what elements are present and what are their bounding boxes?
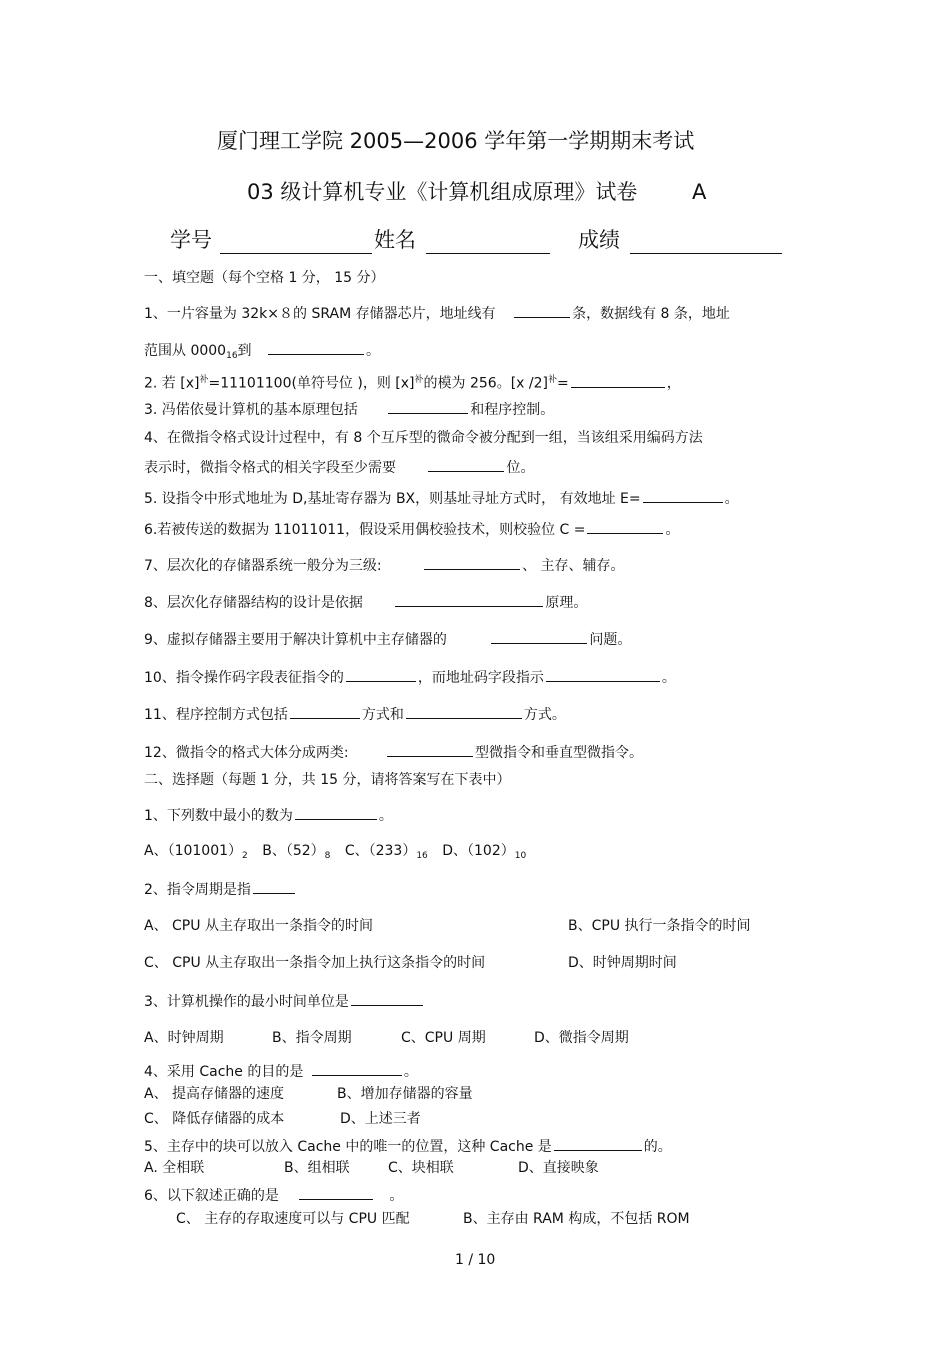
fill-q3-text: 3. 冯偌依曼计算机的基本原理包括 <box>144 402 358 418</box>
choice-q3-text: 3、计算机操作的最小时间单位是 <box>144 994 349 1010</box>
fill-q11-mid: 方式和 <box>361 707 404 723</box>
choice-q6-option-b: B、主存由 RAM 构成，不包括 ROM <box>463 1211 690 1227</box>
fill-q9-blank[interactable] <box>491 629 587 644</box>
fill-q1-blank2[interactable] <box>268 340 364 355</box>
fill-q2-c: 的模为 256。[x /2] <box>423 375 548 392</box>
fill-q2-end: ， <box>666 375 681 392</box>
choice-q5-option-c: C、块相联 <box>388 1160 454 1176</box>
choice-q6-text: 6、以下叙述正确的是 <box>144 1188 279 1204</box>
fill-q7-blank[interactable] <box>424 555 520 570</box>
fill-q1b-sub: 16 <box>226 351 238 361</box>
choice-q2-option-b: B、CPU 执行一条指令的时间 <box>568 918 751 934</box>
fill-q6-end: 。 <box>665 522 680 538</box>
choice-q1-option-b: B、（52） <box>262 843 325 859</box>
student-id-blank[interactable] <box>220 253 372 254</box>
fill-q8-blank[interactable] <box>395 592 543 607</box>
choice-q6-option-c: C、 主存的存取速度可以与 CPU 匹配 <box>176 1211 410 1227</box>
page-number: 1 / 10 <box>455 1252 496 1268</box>
fill-q6-text: 6.若被传送的数据为 11011011，假设采用偶校验技术，则校验位 C = <box>144 522 586 538</box>
choice-q6 <box>144 1185 403 1205</box>
fill-q10-blank2[interactable] <box>546 667 660 682</box>
name-blank[interactable] <box>426 253 550 254</box>
fill-q12-blank[interactable] <box>387 742 473 757</box>
fill-q11-blank2[interactable] <box>406 704 522 719</box>
choice-q5-end: 的。 <box>643 1139 672 1155</box>
fill-q10-blank1[interactable] <box>346 667 416 682</box>
fill-q10 <box>144 667 676 687</box>
choice-q6-end: 。 <box>389 1188 404 1204</box>
fill-q7 <box>144 555 625 575</box>
choice-q4-option-c: C、 降低存储器的成本 <box>144 1111 285 1127</box>
fill-q6 <box>144 519 679 539</box>
exam-subtitle: 03 级计算机专业《计算机组成原理》试卷 <box>247 180 638 204</box>
section2-heading: 二、选择题（每题 1 分，共 15 分，请将答案写在下表中） <box>144 772 511 788</box>
choice-q1-option-a-base: 2 <box>242 851 248 861</box>
choice-q5-text: 5、主存中的块可以放入 Cache 中的唯一的位置，这种 Cache 是 <box>144 1139 552 1155</box>
choice-q1-option-b-base: 8 <box>324 851 331 861</box>
choice-q2-text: 2、指令周期是指 <box>144 882 251 898</box>
choice-q4-option-b: B、增加存储器的容量 <box>337 1086 473 1102</box>
fill-q12-end: 型微指令和垂直型微指令。 <box>474 745 643 761</box>
choice-q1-text: 1、下列数中最小的数为 <box>144 808 293 824</box>
choice-q3 <box>144 991 425 1011</box>
fill-q1-line1 <box>144 303 730 323</box>
choice-q3-option-b: B、指令周期 <box>272 1030 352 1046</box>
section1-heading: 一、填空题（每个空格 1 分， 15 分） <box>144 270 385 286</box>
choice-q3-option-c: C、CPU 周期 <box>401 1030 486 1046</box>
choice-q2-option-a: A、 CPU 从主存取出一条指令的时间 <box>144 918 373 934</box>
choice-q1-blank[interactable] <box>295 805 377 820</box>
fill-q8 <box>144 592 587 612</box>
fill-q1b-mid: 到 <box>237 343 252 359</box>
fill-q2 <box>144 371 681 393</box>
choice-q4-text: 4、采用 Cache 的目的是 <box>144 1064 304 1080</box>
fill-q1-line2 <box>144 340 380 365</box>
name-label: 姓名 <box>374 228 416 252</box>
fill-q9 <box>144 629 631 649</box>
fill-q12-text: 12、微指令的格式大体分成两类: <box>144 745 349 761</box>
fill-q4-text: 表示时，微指令格式的相关字段至少需要 <box>144 460 396 476</box>
fill-q2-sup1: 补 <box>199 375 209 385</box>
fill-q4-end: 位。 <box>506 460 535 476</box>
choice-q4 <box>144 1061 418 1081</box>
fill-q10-mid: ，而地址码字段指示 <box>417 670 544 686</box>
fill-q11-text: 11、程序控制方式包括 <box>144 707 288 723</box>
fill-q1-text: 1、一片容量为 32k×８的 SRAM 存储器芯片，地址线有 <box>144 306 496 322</box>
choice-q5 <box>144 1136 672 1156</box>
choice-q1-option-d: D、（102） <box>442 843 515 859</box>
fill-q12 <box>144 742 643 762</box>
fill-q11-blank1[interactable] <box>290 704 360 719</box>
choice-q5-option-d: D、直接映象 <box>518 1160 599 1176</box>
choice-q3-option-d: D、微指令周期 <box>534 1030 629 1046</box>
fill-q1-text-b: 条，数据线有 8 条，地址 <box>572 306 730 322</box>
fill-q10-end: 。 <box>661 670 676 686</box>
fill-q1-blank1[interactable] <box>514 303 570 318</box>
choice-q1-option-a: A、（101001） <box>144 843 243 859</box>
choice-q2-blank[interactable] <box>253 879 295 894</box>
paper-version: A <box>692 180 707 204</box>
fill-q3 <box>144 399 554 419</box>
fill-q5-end: 。 <box>724 491 739 507</box>
choice-q1-option-d-base: 10 <box>514 851 527 861</box>
choice-q5-option-a: A. 全相联 <box>144 1160 205 1176</box>
fill-q3-end: 和程序控制。 <box>470 402 555 418</box>
choice-q1-option-c-base: 16 <box>416 851 428 861</box>
choice-q1-options <box>144 842 526 865</box>
fill-q4-line2 <box>144 457 534 477</box>
fill-q5-text: 5. 设指令中形式地址为 D,基址寄存器为 BX，则基址寻址方式时， 有效地址 E= <box>144 491 641 507</box>
fill-q11 <box>144 704 566 724</box>
choice-q5-option-b: B、组相联 <box>284 1160 350 1176</box>
fill-q1b-text: 范围从 0000 <box>144 343 227 359</box>
fill-q2-a: 2. 若 [x] <box>144 375 200 392</box>
fill-q2-b: =11101100(单符号位 )，则 [x] <box>208 375 415 392</box>
choice-q3-option-a: A、时钟周期 <box>144 1030 224 1046</box>
fill-q7-text: 7、层次化的存储器系统一般分为三级: <box>144 558 382 574</box>
fill-q2-blank[interactable] <box>571 373 665 388</box>
choice-q4-blank[interactable] <box>312 1061 402 1076</box>
fill-q1b-end: 。 <box>366 343 380 359</box>
choice-q2 <box>144 879 297 899</box>
fill-q9-text: 9、虚拟存储器主要用于解决计算机中主存储器的 <box>144 632 447 648</box>
fill-q4-blank[interactable] <box>428 457 504 472</box>
choice-q4-option-a: A、 提高存储器的速度 <box>144 1086 285 1102</box>
fill-q3-blank[interactable] <box>388 399 468 414</box>
fill-q9-end: 问题。 <box>589 632 632 648</box>
choice-q2-option-c: C、 CPU 从主存取出一条指令加上执行这条指令的时间 <box>144 955 486 971</box>
fill-q8-end: 原理。 <box>545 595 588 611</box>
choice-q4-option-d: D、上述三者 <box>340 1111 421 1127</box>
fill-q11-end: 方式。 <box>523 707 566 723</box>
score-blank[interactable] <box>630 253 782 254</box>
fill-q8-text: 8、层次化存储器结构的设计是依据 <box>144 595 363 611</box>
fill-q7-end: 、 主存、辅存。 <box>522 558 625 574</box>
fill-q2-sup2: 补 <box>414 375 424 385</box>
fill-q2-d: = <box>557 375 569 392</box>
fill-q10-text: 10、指令操作码字段表征指令的 <box>144 670 344 686</box>
fill-q5-blank[interactable] <box>643 488 723 503</box>
student-id-label: 学号 <box>170 228 212 252</box>
fill-q6-blank[interactable] <box>587 519 663 534</box>
choice-q4-end: 。 <box>403 1064 418 1080</box>
fill-q5 <box>144 488 739 508</box>
fill-q4-line1: 4、在微指令格式设计过程中，有 8 个互斥型的微命令被分配到一组，当该组采用编码方法 <box>144 430 703 446</box>
choice-q1 <box>144 805 393 825</box>
score-label: 成绩 <box>578 228 620 252</box>
choice-q1-option-c: C、（233） <box>344 843 417 859</box>
choice-q5-blank[interactable] <box>554 1136 642 1151</box>
choice-q3-blank[interactable] <box>351 991 423 1006</box>
choice-q6-blank[interactable] <box>299 1185 373 1200</box>
choice-q2-option-d: D、时钟周期时间 <box>568 955 677 971</box>
exam-title: 厦门理工学院 2005—2006 学年第一学期期末考试 <box>217 129 695 153</box>
choice-q1-end: 。 <box>378 808 393 824</box>
fill-q2-sup3: 补 <box>548 375 558 385</box>
